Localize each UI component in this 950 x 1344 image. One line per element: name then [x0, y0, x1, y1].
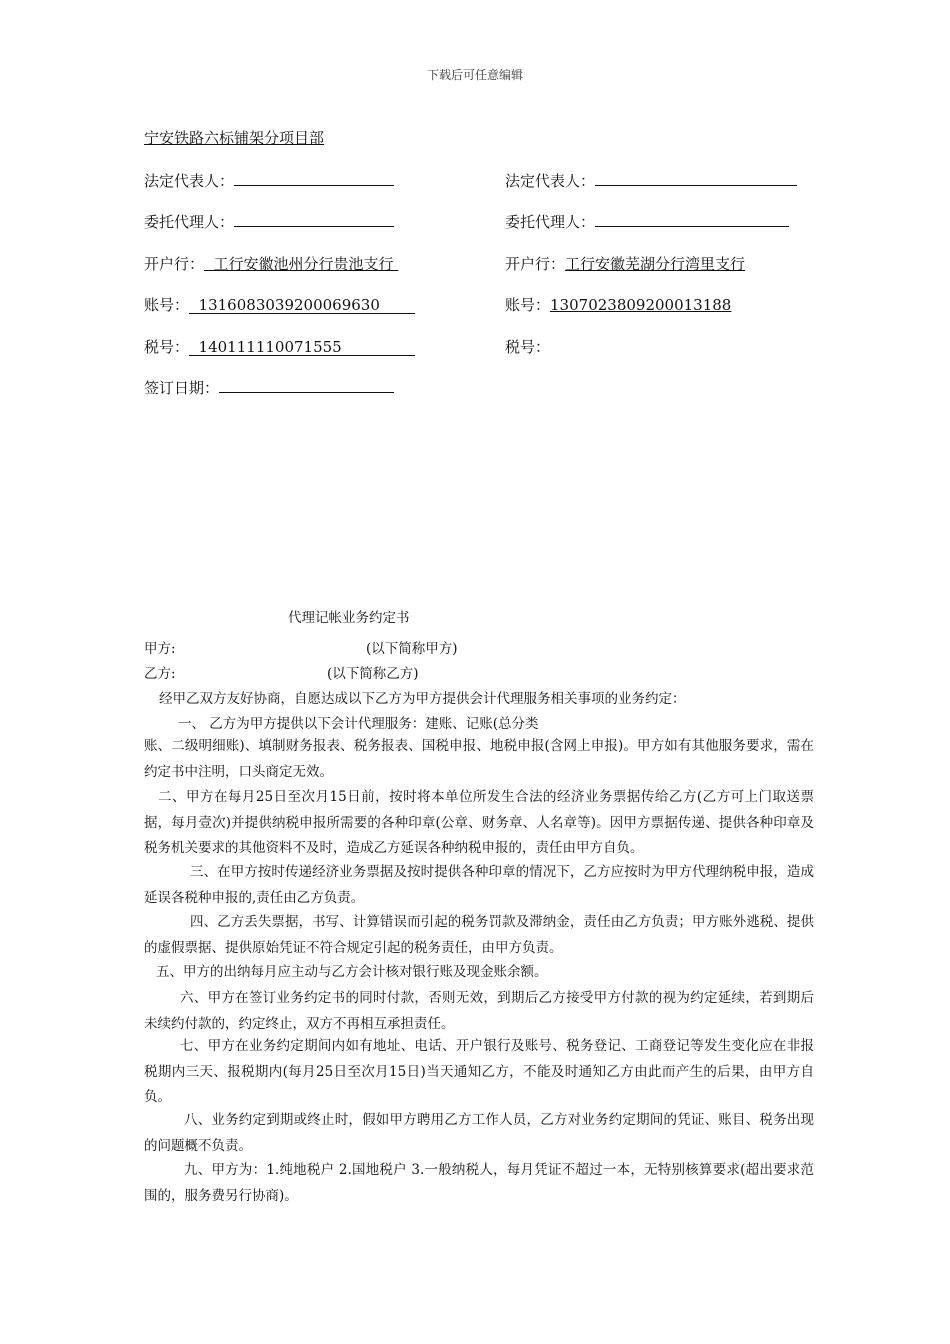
- item-8: 八、业务约定到期或终止时，假如甲方聘用乙方工作人员，乙方对业务约定期间的凭证、账目、税务出现的问题概不负责。: [144, 1112, 814, 1154]
- item-5: 五、甲方的出纳每月应主动与乙方会计核对银行账及现金账余额。: [156, 964, 548, 980]
- contract-title: 代理记帐业务约定书: [288, 610, 410, 626]
- right-account-value: 1307023809200013188: [550, 296, 732, 314]
- left-legal-rep: [144, 170, 394, 191]
- sign-date: [144, 377, 394, 398]
- item-2: 二、甲方在每月25日至次月15日前，按时将本单位所发生合法的经济业务票据传给乙方(乙方可上门取送票据，每月壹次)并提供纳税申报所需要的各种印章(公章、财务章、人名章等)。因甲方票据传递、提供各种印章及税务机关要求的其他资料不及时，造成乙方延误各种纳税申报的，责任由甲方自负。: [144, 789, 814, 856]
- left-bank-label: 开户行：: [144, 255, 205, 273]
- left-agent-blank: [234, 212, 394, 227]
- left-bank-value: 工行安徽池州分行贵池支行: [204, 255, 399, 273]
- item-6: 六、甲方在签订业务约定书的同时付款，否则无效，到期后乙方接受甲方付款的视为约定延续，若到期后未续约付款的，约定终止，双方不再相互承担责任。: [144, 990, 814, 1032]
- item-1-body: 账、二级明细账)、填制财务报表、税务报表、国税申报、地税申报(含网上申报)。甲方如有其他服务要求，需在约定书中注明，口头商定无效。: [144, 738, 814, 780]
- item-3: 三、在甲方按时传递经济业务票据及按时提供各种印章的情况下，乙方应按时为甲方代理纳税申报，造成延误各税种申报的,责任由乙方负责。: [144, 864, 814, 906]
- left-tax-value: 140111110071555: [189, 339, 415, 356]
- left-legal-rep-blank: [234, 171, 394, 186]
- party-b-label: 乙方:: [144, 666, 176, 682]
- item-4: 四、乙方丢失票据，书写、计算错误而引起的税务罚款及滞纳金，责任由乙方负责；甲方账外逃税、提供的虚假票据、提供原始凭证不符合规定引起的税务责任，由甲方负责。: [144, 914, 814, 956]
- right-bank-label: 开户行：: [505, 255, 566, 273]
- right-tax-label: 税号：: [505, 338, 551, 356]
- left-agent-label: 委托代理人：: [144, 213, 235, 231]
- left-tax: [144, 336, 415, 357]
- left-agent: [144, 211, 394, 232]
- intro-text: 经甲乙双方友好协商，自愿达成以下乙方为甲方提供会计代理服务相关事项的业务约定：: [159, 691, 686, 707]
- right-bank-value: 工行安徽芜湖分行湾里支行: [565, 255, 746, 273]
- party-b-note: (以下简称乙方): [327, 666, 419, 682]
- party-a-note: (以下简称甲方): [366, 641, 458, 657]
- right-legal-rep-blank: [595, 171, 797, 186]
- header-note: 下载后可任意编辑: [426, 68, 523, 82]
- left-account-value: 1316083039200069630: [189, 297, 415, 314]
- left-account: [144, 294, 415, 315]
- item-1-head: 一、 乙方为甲方提供以下会计代理服务：建账、记账(总分类: [178, 716, 539, 732]
- left-tax-label: 税号：: [144, 338, 190, 356]
- party-a-label: 甲方:: [144, 641, 176, 657]
- party-a-name: 宁安铁路六标铺架分项目部: [144, 129, 325, 147]
- right-legal-rep: [505, 170, 797, 191]
- sign-date-label: 签订日期：: [144, 379, 220, 397]
- right-tax: [505, 336, 550, 357]
- left-bank: [144, 253, 398, 274]
- right-account: [505, 294, 731, 315]
- right-agent-blank: [595, 212, 789, 227]
- left-account-label: 账号：: [144, 296, 190, 314]
- right-agent-label: 委托代理人：: [505, 213, 596, 231]
- item-7: 七、甲方在业务约定期间内如有地址、电话、开户银行及账号、税务登记、工商登记等发生变化应在非报税期内三天、报税期内(每月25日至次月15日)当天通知乙方，不能及时通知乙方由此而产生的后果，由甲方自负。: [144, 1038, 814, 1105]
- right-account-label: 账号：: [505, 296, 551, 314]
- sign-date-blank: [219, 378, 394, 393]
- item-9: 九、甲方为：1.纯地税户 2.国地税户 3.一般纳税人，每月凭证不超过一本，无特别核算要求(超出要求范围的，服务费另行协商)。: [144, 1162, 814, 1204]
- left-legal-rep-label: 法定代表人：: [144, 172, 235, 190]
- right-bank: [505, 253, 745, 274]
- right-agent: [505, 211, 789, 232]
- right-legal-rep-label: 法定代表人：: [505, 172, 596, 190]
